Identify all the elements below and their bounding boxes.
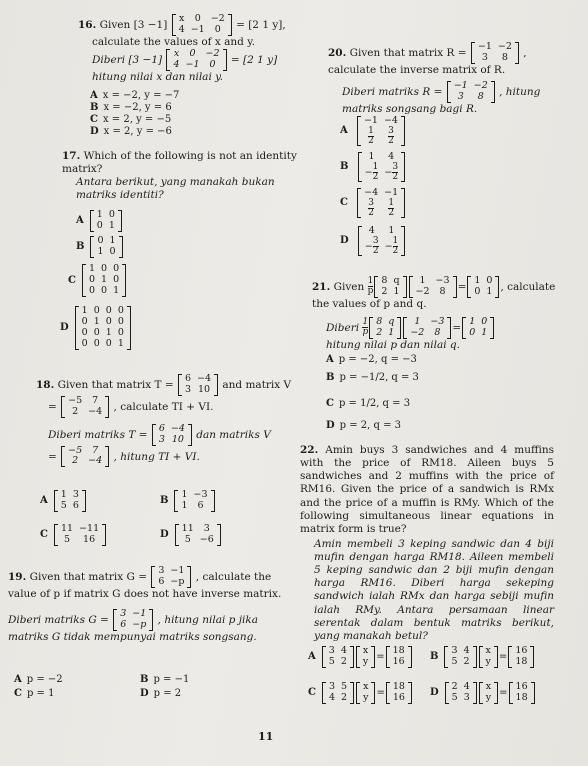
matrix: 3 4 5 2	[444, 646, 476, 668]
matrix-r: −1 −2 3 8	[471, 42, 519, 64]
matrix: 18 16	[386, 646, 412, 668]
matrix: 4 1 − $\frac{3}{2}$ − $\frac{1}{2}$	[358, 226, 405, 256]
q20-option-a[interactable]: A −1 −4 $\frac{1}{2}$ $\frac{3}{2}$	[340, 116, 406, 146]
matrix: 1 4 − $\frac{1}{2}$ − $\frac{3}{2}$	[358, 152, 405, 182]
q21-option-b[interactable]: B p = −1/2, q = 3	[326, 372, 419, 383]
matrix: 1 0 0 0 1 0 0 0 1	[82, 264, 126, 297]
q17-option-c[interactable]: C 1 0 0 0 1 0 0 0 1	[68, 264, 127, 297]
matrix: 8 q 2 1	[374, 276, 406, 298]
matrix: x y	[479, 682, 498, 704]
question-16: 16. Given [3 −1] x 0 −2 4 −1 0 = [2 1 y], calculate the values of x and y. Diberi [3 −1] x 0 −2 4 −1 0 = [2 1 y] hitung nilai x dan nilai y.	[78, 13, 286, 83]
q16-option-c[interactable]: C x = 2, y = −5	[90, 114, 172, 125]
question-19: 19. Given that matrix G = 3 −1 6 −p , calculate the value of p if matrix G does not have inverse matrix. Diberi matriks G = 3 −1 6 −p , hitung nilai p jika matriks G tidak mempunyai matriks songsang.	[8, 565, 282, 643]
matrix: 1 0 0 0 0 1 0 0 0 0 1 0 0 0 0 1	[75, 306, 131, 350]
matrix: −4 −1 $\frac{3}{2}$ $\frac{1}{2}$	[357, 188, 405, 218]
matrix-t: 6 −4 3 10	[178, 374, 218, 396]
matrix-r: −1 −2 3 8	[447, 81, 495, 103]
question-21: 21. Given $\frac{1}{p}$ 8 q 2 1 1 −3 −2 8 = 1 0 0 1 , calculate the values of p and q. Diberi $\frac{1}{p}$ 8 q 2 1 1 −3 −2 8 = 1 0 0 1 hitung nilai p dan nilai q.	[312, 275, 556, 351]
matrix-g: 3 −1 6 −p	[113, 609, 153, 631]
q21-option-d[interactable]: D p = 2, q = 3	[326, 420, 402, 431]
page-number: 11	[258, 730, 274, 743]
q19-option-a[interactable]: A p = −2	[14, 674, 63, 685]
question-18: 18. Given that matrix T = 6 −4 3 10 and matrix V = −5 7 2 −4 , calculate TI + VI. Diberi matriks T = 6 −4 3 10 dan matriks V = −5 7 2 −4 , hitung TI + VI.	[36, 373, 292, 467]
matrix-v: −5 7 2 −4	[61, 446, 109, 468]
q20-option-d[interactable]: D 4 1 − $\frac{3}{2}$ − $\frac{1}{2}$	[340, 226, 406, 256]
question-22: 22. Amin buys 3 sandwiches and 4 muffins with the price of RM18. Aileen buys 5 sandwiches and 2 muffins with the price of RM16. Given the price of a sandwich is RMx and the price of a muffin is RMy. Which of the following simultaneous linear equations in matrix form is true? Amin membeli 3 keping sandwic dan 4 biji mufin dengan harga RM18. Aileen membeli 5 keping sandwic dan 2 biji mufin dengan harga RM16. Diberi harga sekeping sandwich ialah RMx dan harga sebiji mufin ialah RMy. Antara persamaan linear serentak dalam bentuk matriks berikut, yang manakah betul?	[300, 444, 554, 642]
matrix: 1 −3 −2 8	[409, 276, 457, 298]
matrix: 1 −3 1 6	[174, 490, 214, 512]
matrix: 2 4 5 3	[445, 682, 477, 704]
matrix: x y	[356, 646, 375, 668]
q16-option-b[interactable]: B x = −2, y = 6	[90, 102, 172, 113]
q18-option-b[interactable]: B 1 −3 1 6	[160, 490, 216, 512]
q21-option-a[interactable]: A p = −2, q = −3	[326, 354, 417, 365]
matrix: 18 16	[386, 682, 412, 704]
matrix: x 0 −2 4 −1 0	[166, 49, 226, 71]
matrix-t: 6 −4 3 10	[152, 424, 192, 446]
matrix: x y	[479, 646, 498, 668]
matrix: 16 18	[509, 682, 535, 704]
q17-option-b[interactable]: B 0 1 1 0	[76, 236, 124, 258]
q18-option-c[interactable]: C 11 −11 5 16	[40, 524, 107, 546]
q22-option-a[interactable]: A 3 4 5 2 x y = 18 16	[308, 646, 413, 668]
matrix: 0 1 1 0	[90, 236, 122, 258]
identity-matrix: 1 0 0 1	[467, 276, 499, 298]
matrix: 3 4 5 2	[322, 646, 354, 668]
q20-option-b[interactable]: B 1 4 − $\frac{1}{2}$ − $\frac{3}{2}$	[340, 152, 406, 182]
matrix: 8 q 2 1	[369, 317, 401, 339]
q18-option-a[interactable]: A 1 3 5 6	[40, 490, 87, 512]
q16-option-d[interactable]: D x = 2, y = −6	[90, 126, 172, 137]
q19-option-b[interactable]: B p = −1	[140, 674, 190, 685]
matrix: 1 3 5 6	[54, 490, 86, 512]
q21-option-c[interactable]: C p = 1/2, q = 3	[326, 398, 411, 409]
q17-option-d[interactable]: D 1 0 0 0 0 1 0 0 0 0 1 0 0 0 0 1	[60, 306, 132, 350]
question-20: 20. Given that matrix R = −1 −2 3 8 , calculate the inverse matrix of R. Diberi matriks R = −1 −2 3 8 , hitung matriks songsang bagi R.	[328, 41, 541, 115]
matrix: 3 5 4 2	[322, 682, 354, 704]
matrix-g: 3 −1 6 −p	[151, 566, 191, 588]
q19-option-c[interactable]: C p = 1	[14, 688, 55, 699]
matrix: −1 −4 $\frac{1}{2}$ $\frac{3}{2}$	[357, 116, 405, 146]
matrix: 1 0 0 1	[90, 210, 122, 232]
q17-option-a[interactable]: A 1 0 0 1	[76, 210, 123, 232]
matrix: 11 3 5 −6	[175, 524, 221, 546]
q22-option-b[interactable]: B 3 4 5 2 x y = 16 18	[430, 646, 535, 668]
q22-option-d[interactable]: D 2 4 5 3 x y = 16 18	[430, 682, 536, 704]
q22-option-c[interactable]: C 3 5 4 2 x y = 18 16	[308, 682, 413, 704]
matrix: 11 −11 5 16	[54, 524, 106, 546]
matrix: x 0 −2 4 −1 0	[172, 14, 232, 36]
matrix: x y	[356, 682, 375, 704]
matrix: 16 18	[508, 646, 534, 668]
matrix: 1 −3 −2 8	[403, 317, 451, 339]
q19-option-d[interactable]: D p = 2	[140, 688, 182, 699]
q18-option-d[interactable]: D 11 3 5 −6	[160, 524, 222, 546]
matrix-v: −5 7 2 −4	[61, 396, 109, 418]
question-17: 17. Which of the following is not an identity matrix? Antara berikut, yang manakah bukan matriks identiti?	[62, 150, 297, 202]
q16-option-a[interactable]: A x = −2, y = −7	[90, 90, 180, 101]
identity-matrix: 1 0 0 1	[462, 317, 494, 339]
q20-option-c[interactable]: C −4 −1 $\frac{3}{2}$ $\frac{1}{2}$	[340, 188, 406, 218]
